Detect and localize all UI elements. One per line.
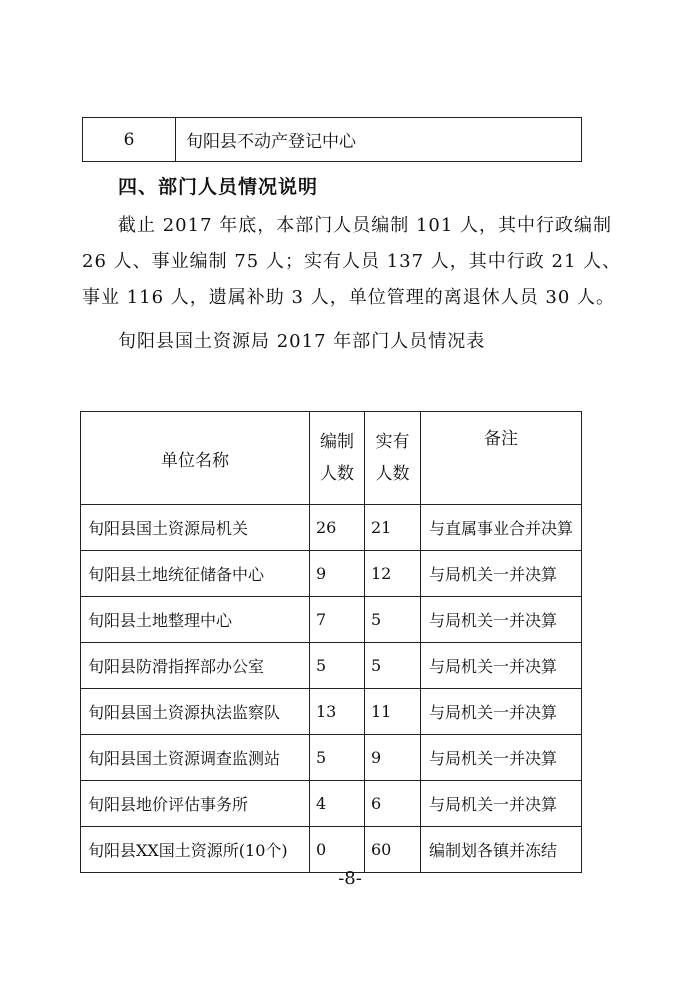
header-shiyou	[365, 412, 421, 505]
header-unit: 单位名称	[81, 412, 310, 505]
cell-bianzhi: 5	[310, 643, 365, 689]
table-row	[81, 551, 582, 597]
cell-shiyou: 5	[365, 643, 421, 689]
table-row	[81, 689, 582, 735]
table-row	[81, 597, 582, 643]
cell-note: 与局机关一并决算	[421, 643, 582, 689]
cell-shiyou: 12	[365, 551, 421, 597]
cell-unit: 旬阳县土地统征储备中心	[81, 551, 310, 597]
table-caption: 旬阳县国土资源局 2017 年部门人员情况表	[118, 331, 486, 352]
continued-unit-table	[82, 117, 582, 162]
cell-bianzhi: 26	[310, 505, 365, 551]
cell-bianzhi: 0	[310, 827, 365, 873]
header-shiyou-line1: 实有	[375, 432, 410, 452]
cell-shiyou: 60	[365, 827, 421, 873]
header-note: 备注	[421, 412, 582, 505]
header-bianzhi	[310, 412, 365, 505]
cell-bianzhi: 7	[310, 597, 365, 643]
cell-shiyou: 6	[365, 781, 421, 827]
header-bianzhi-line2: 人数	[320, 464, 354, 484]
cell-unit: 旬阳县国土资源局机关	[81, 505, 310, 551]
cell-note: 与局机关一并决算	[421, 597, 582, 643]
cell-note: 与局机关一并决算	[421, 689, 582, 735]
table-row	[81, 643, 582, 689]
cell-shiyou: 9	[365, 735, 421, 781]
cell-note: 与局机关一并决算	[421, 735, 582, 781]
table-row	[81, 827, 582, 873]
unit-name: 旬阳县不动产登记中心	[176, 118, 582, 162]
cell-shiyou: 11	[365, 689, 421, 735]
cell-shiyou: 21	[365, 505, 421, 551]
cell-note: 编制划各镇并冻结	[421, 827, 582, 873]
cell-bianzhi: 9	[310, 551, 365, 597]
cell-bianzhi: 5	[310, 735, 365, 781]
cell-note: 与局机关一并决算	[421, 551, 582, 597]
cell-bianzhi: 13	[310, 689, 365, 735]
header-bianzhi-line1: 编制	[320, 432, 354, 452]
table-row	[83, 118, 582, 162]
cell-note: 与直属事业合并决算	[421, 505, 582, 551]
table-row	[81, 781, 582, 827]
section-heading: 四、部门人员情况说明	[118, 176, 319, 198]
row-number: 6	[83, 118, 176, 162]
header-shiyou-line2: 人数	[375, 464, 410, 484]
cell-bianzhi: 4	[310, 781, 365, 827]
staffing-table	[80, 411, 582, 873]
cell-unit: 旬阳县国土资源调查监测站	[81, 735, 310, 781]
cell-unit: 旬阳县土地整理中心	[81, 597, 310, 643]
cell-note: 与局机关一并决算	[421, 781, 582, 827]
table-row	[81, 735, 582, 781]
cell-unit: 旬阳县防滑指挥部办公室	[81, 643, 310, 689]
table-header-row	[81, 412, 582, 505]
cell-shiyou: 5	[365, 597, 421, 643]
cell-unit: 旬阳县XX国土资源所(10个)	[81, 827, 310, 873]
table-row	[81, 505, 582, 551]
staffing-paragraph: 截止 2017 年底，本部门人员编制 101 人，其中行政编制 26 人、事业编制 75 人；实有人员 137 人，其中行政 21 人、事业 116 人，遗属补助 3 人，单位管理的离退休人员 30 人。	[82, 215, 622, 308]
cell-unit: 旬阳县国土资源执法监察队	[81, 689, 310, 735]
cell-unit: 旬阳县地价评估事务所	[81, 781, 310, 827]
page-number: -8-	[338, 868, 362, 889]
